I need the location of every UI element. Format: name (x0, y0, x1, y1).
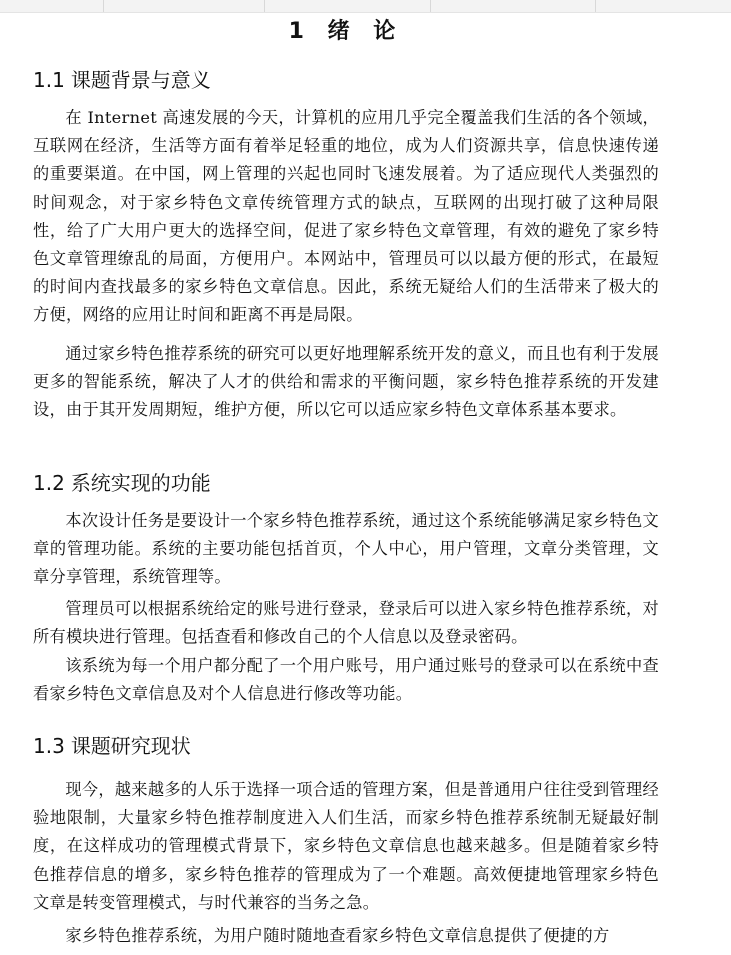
section-heading-1-3 (33, 730, 191, 759)
paragraph: 在 Internet 高速发展的今天，计算机的应用几乎完全覆盖我们生活的各个领域，互联网在经济，生活等方面有着举足轻重的地位，成为人们资源共享，信息快速传递的重要渠道。在中国，网上管理的兴起也同时飞速发展着。为了适应现代人类强烈的时间观念，对于家乡特色文章传统管理方式的缺点，互联网的出现打破了这种局限性，给了广大用户更大的选择空间，促进了家乡特色文章管理，有效的避免了家乡特色文章管理缭乱的局面，方便用户。本网站中，管理员可以以最方便的形式，在最短的时间内查找最多的家乡特色文章信息。因此，系统无疑给人们的生活带来了极大的方便，网络的应用让时间和距离不再是局限。 (33, 108, 659, 325)
toolbar-divider (264, 0, 265, 12)
viewer-toolbar-strip (0, 0, 731, 13)
chapter-title: 1 绪 论 (288, 19, 404, 44)
section-title: 课题研究现状 (70, 734, 191, 758)
toolbar-divider (430, 0, 431, 12)
section-heading-1-1 (33, 64, 211, 93)
paragraph: 现今，越来越多的人乐于选择一项合适的管理方案，但是普通用户往往受到管理经验地限制，大量家乡特色推荐制度进入人们生活，而家乡特色推荐系统制无疑最好制度，在这样成功的管理模式背景下，家乡特色文章信息也越来越多。但是随着家乡特色推荐信息的增多，家乡特色推荐的管理成为了一个难题。高效便捷地管理家乡特色文章是转变管理模式，与时代兼容的当务之急。 (33, 780, 659, 912)
paragraph: 本次设计任务是要设计一个家乡特色推荐系统，通过这个系统能够满足家乡特色文章的管理功能。系统的主要功能包括首页，个人中心，用户管理，文章分类管理，文章分享管理，系统管理等。 (33, 511, 659, 587)
section-number: 1.1 (33, 68, 65, 92)
section-heading-1-2 (33, 467, 211, 496)
section-title: 课题背景与意义 (70, 68, 211, 92)
toolbar-divider (103, 0, 104, 12)
paragraph: 通过家乡特色推荐系统的研究可以更好地理解系统开发的意义，而且也有利于发展更多的智能系统，解决了人才的供给和需求的平衡问题，家乡特色推荐系统的开发建设，由于其开发周期短，维护方便，所以它可以适应家乡特色文章体系基本要求。 (33, 344, 659, 420)
section-number: 1.3 (33, 734, 65, 758)
toolbar-divider (595, 0, 596, 12)
section-title: 系统实现的功能 (70, 471, 211, 495)
paragraph: 家乡特色推荐系统，为用户随时随地查看家乡特色文章信息提供了便捷的方 (65, 926, 610, 945)
paragraph: 该系统为每一个用户都分配了一个用户账号，用户通过账号的登录可以在系统中查看家乡特色文章信息及对个人信息进行修改等功能。 (33, 656, 659, 704)
section-number: 1.2 (33, 471, 65, 495)
paragraph: 管理员可以根据系统给定的账号进行登录，登录后可以进入家乡特色推荐系统，对所有模块进行管理。包括查看和修改自己的个人信息以及登录密码。 (33, 599, 659, 647)
